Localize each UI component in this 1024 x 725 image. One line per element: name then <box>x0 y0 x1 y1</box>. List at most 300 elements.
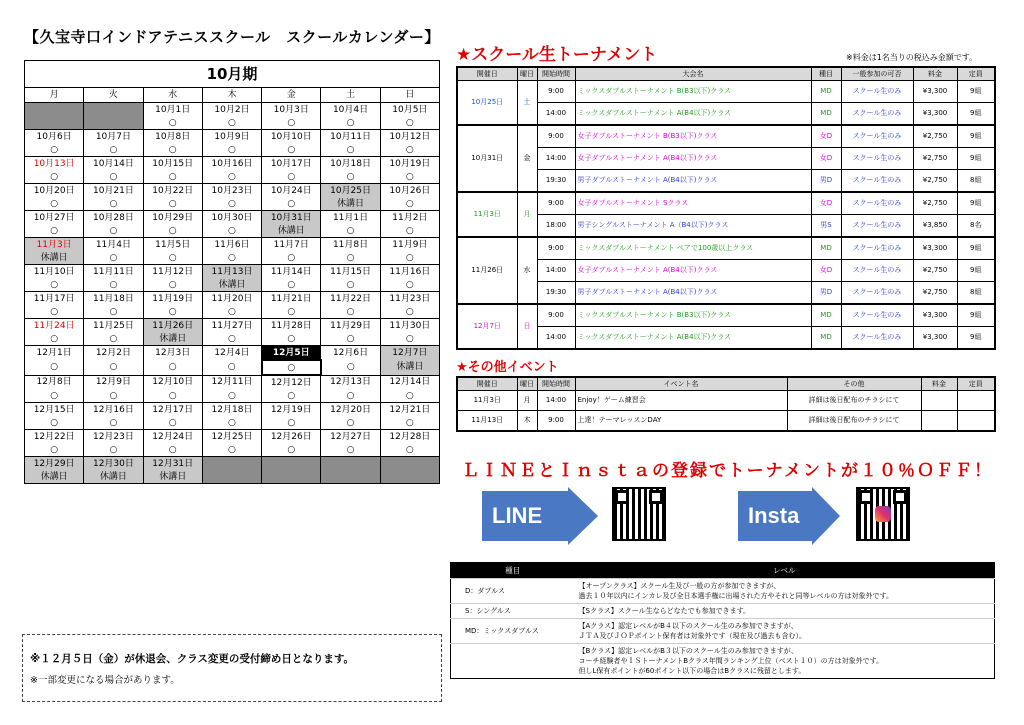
tournament-time: 18:00 <box>537 215 575 238</box>
calendar-status: ○ <box>143 360 202 375</box>
calendar-status: ○ <box>321 251 380 265</box>
level-category: D：ダブルス <box>451 579 575 604</box>
calendar-date: 10月5日 <box>380 103 439 117</box>
calendar-status: ○ <box>321 305 380 319</box>
tournament-eligibility: スクール生のみ <box>841 192 913 215</box>
calendar-date: 10月22日 <box>143 184 202 198</box>
calendar-status: ○ <box>84 305 143 319</box>
notice-change: ※一部変更になる場合があります。 <box>30 675 180 686</box>
calendar-date: 10月21日 <box>84 184 143 198</box>
page-title: 【久宝寺口インドアテニススクール スクールカレンダー】 <box>24 28 440 46</box>
events-table <box>456 376 996 432</box>
event-date: 11月3日 <box>457 391 517 411</box>
event-capacity <box>957 411 995 432</box>
calendar-status: ○ <box>321 116 380 130</box>
calendar-date: 11月13日 <box>202 265 261 279</box>
tournament-type: 女D <box>811 192 841 215</box>
level-description-line: 過去１０年以内にインカレ及び全日本選手権に出場された方やそれと同等レベルの方は対象外です。 <box>578 592 893 600</box>
calendar-status: ○ <box>202 332 261 346</box>
tournament-time: 19:30 <box>537 170 575 193</box>
calendar-date: 10月18日 <box>321 157 380 171</box>
tournament-row <box>457 170 995 193</box>
calendar-date: 10月4日 <box>321 103 380 117</box>
tournament-capacity: 9組 <box>957 304 995 327</box>
tournament-time: 14:00 <box>537 148 575 170</box>
calendar-date: 12月2日 <box>84 346 143 361</box>
calendar-date: 12月14日 <box>380 375 439 389</box>
tournament-capacity: 9組 <box>957 81 995 103</box>
line-qr-code[interactable] <box>612 487 666 541</box>
calendar-date: 11月11日 <box>84 265 143 279</box>
calendar-status: ○ <box>25 389 84 403</box>
calendar-status: ○ <box>202 170 261 184</box>
tournament-fee: ¥3,300 <box>913 237 957 260</box>
weekday-header: 金 <box>262 88 321 103</box>
tournament-type: MD <box>811 304 841 327</box>
calendar-status: ○ <box>25 305 84 319</box>
calendar-date: 12月22日 <box>25 430 84 444</box>
calendar-date: 11月18日 <box>84 292 143 306</box>
calendar-status: ○ <box>380 224 439 238</box>
calendar-date: 11月1日 <box>321 211 380 225</box>
calendar-date: 11月7日 <box>262 238 321 252</box>
calendar-status: ○ <box>321 278 380 292</box>
calendar-status: 休講日 <box>202 278 261 292</box>
calendar-status: ○ <box>202 416 261 430</box>
insta-label: Insta <box>748 503 800 528</box>
calendar-date: 10月16日 <box>202 157 261 171</box>
calendar-status: ○ <box>25 170 84 184</box>
calendar-date: 12月18日 <box>202 403 261 417</box>
calendar-status: ○ <box>262 278 321 292</box>
calendar-date <box>202 457 261 471</box>
calendar-status: 休講日 <box>25 251 84 265</box>
calendar-status: 休講日 <box>84 470 143 484</box>
calendar-date: 12月21日 <box>380 403 439 417</box>
tournament-name: 女子ダブルストーナメント Sクラス <box>575 192 811 215</box>
tournament-row <box>457 327 995 350</box>
calendar-status: ○ <box>321 416 380 430</box>
tournament-row <box>457 103 995 126</box>
calendar-status <box>202 470 261 484</box>
tournament-capacity: 9組 <box>957 103 995 126</box>
calendar-status: ○ <box>84 416 143 430</box>
tournament-eligibility: スクール生のみ <box>841 81 913 103</box>
tournament-eligibility: スクール生のみ <box>841 237 913 260</box>
calendar-date: 12月31日 <box>143 457 202 471</box>
calendar-status: 休講日 <box>143 470 202 484</box>
calendar-status: ○ <box>25 224 84 238</box>
calendar-status: ○ <box>25 443 84 457</box>
calendar-status: ○ <box>262 332 321 346</box>
level-description-line: ＪＴＡ及びＪＯＰポイント保有者は対象外です（現在及び過去も含む）。 <box>578 632 806 640</box>
calendar-date: 11月23日 <box>380 292 439 306</box>
calendar-date: 12月20日 <box>321 403 380 417</box>
calendar-date: 12月8日 <box>25 375 84 389</box>
calendar-date: 10月7日 <box>84 130 143 144</box>
calendar-date: 11月20日 <box>202 292 261 306</box>
calendar-status: ○ <box>143 416 202 430</box>
calendar-status: ○ <box>202 197 261 211</box>
calendar-status <box>321 470 380 484</box>
tournament-time: 9:00 <box>537 192 575 215</box>
calendar-date: 10月10日 <box>262 130 321 144</box>
calendar-status: ○ <box>380 305 439 319</box>
calendar-date: 11月9日 <box>380 238 439 252</box>
calendar-status: ○ <box>202 224 261 238</box>
calendar-status: ○ <box>380 170 439 184</box>
tournament-weekday: 金 <box>517 125 537 192</box>
level-description-line: 【Bクラス】認定レベルがB３以下のスクール生のみ参加できますが、 <box>578 647 798 655</box>
tournament-type: MD <box>811 327 841 350</box>
event-details: 詳細は後日配布のチラシにて <box>787 391 921 411</box>
event-time: 9:00 <box>537 411 575 432</box>
tournament-row <box>457 192 995 215</box>
tournament-capacity: 9組 <box>957 327 995 350</box>
calendar-date: 12月10日 <box>143 375 202 389</box>
tournament-fee: ¥3,300 <box>913 304 957 327</box>
calendar-date: 12月6日 <box>321 346 380 361</box>
calendar-date: 12月19日 <box>262 403 321 417</box>
tournament-type: 女D <box>811 125 841 148</box>
tournament-type: MD <box>811 103 841 126</box>
event-fee <box>921 411 957 432</box>
calendar-status: ○ <box>143 170 202 184</box>
calendar-status: ○ <box>84 332 143 346</box>
calendar-status: ○ <box>380 143 439 157</box>
calendar-date: 10月6日 <box>25 130 84 144</box>
tournament-type: MD <box>811 81 841 103</box>
calendar-date: 10月8日 <box>143 130 202 144</box>
tournament-time: 9:00 <box>537 304 575 327</box>
calendar-date: 10月29日 <box>143 211 202 225</box>
calendar-status: ○ <box>25 416 84 430</box>
calendar-status: ○ <box>321 443 380 457</box>
notice-box <box>22 634 442 702</box>
calendar-date: 11月25日 <box>84 319 143 333</box>
tournament-header: 大会名 <box>575 67 811 81</box>
weekday-header: 火 <box>84 88 143 103</box>
calendar-date: 12月13日 <box>321 375 380 389</box>
line-label: LINE <box>492 503 543 528</box>
tournament-eligibility: スクール生のみ <box>841 327 913 350</box>
calendar-status: ○ <box>143 143 202 157</box>
calendar-date: 12月28日 <box>380 430 439 444</box>
event-weekday: 木 <box>517 411 537 432</box>
event-weekday: 月 <box>517 391 537 411</box>
calendar-status: ○ <box>143 197 202 211</box>
calendar-date: 10月2日 <box>202 103 261 117</box>
tournament-time: 9:00 <box>537 237 575 260</box>
promo-banner: ＬＩＮＥとＩｎｓｔａの登録でトーナメントが１０％ＯＦＦ！ <box>462 461 993 481</box>
calendar-date: 11月14日 <box>262 265 321 279</box>
tournament-header: 定員 <box>957 67 995 81</box>
calendar-status: ○ <box>262 443 321 457</box>
tournament-eligibility: スクール生のみ <box>841 170 913 193</box>
calendar-status: ○ <box>143 224 202 238</box>
calendar-status: ○ <box>380 332 439 346</box>
calendar-status: ○ <box>262 143 321 157</box>
level-description <box>575 619 995 644</box>
tournament-name: 男子ダブルストーナメント A(B4以下)クラス <box>575 170 811 193</box>
tournament-fee: ¥2,750 <box>913 260 957 282</box>
tournament-weekday: 月 <box>517 192 537 237</box>
levels-table <box>450 562 995 679</box>
weekday-header: 木 <box>202 88 261 103</box>
event-time: 14:00 <box>537 391 575 411</box>
tournament-time: 9:00 <box>537 125 575 148</box>
event-details: 詳細は後日配布のチラシにて <box>787 411 921 432</box>
events-title: ★その他イベント <box>456 360 559 375</box>
calendar-date: 11月8日 <box>321 238 380 252</box>
calendar-date: 11月17日 <box>25 292 84 306</box>
tournament-fee: ¥2,750 <box>913 282 957 305</box>
tournament-date: 10月25日 <box>457 81 517 126</box>
calendar-date: 10月20日 <box>25 184 84 198</box>
calendar-status: ○ <box>84 360 143 375</box>
weekday-header: 月 <box>25 88 84 103</box>
calendar-date: 10月12日 <box>380 130 439 144</box>
tournament-type: 男S <box>811 215 841 238</box>
calendar-date: 10月3日 <box>262 103 321 117</box>
calendar-status: ○ <box>25 197 84 211</box>
calendar-status: ○ <box>202 116 261 130</box>
level-category: MD：ミックスダブルス <box>451 619 575 644</box>
calendar-date: 12月26日 <box>262 430 321 444</box>
tournament-name: ミックスダブルストーナメント A(B4以下)クラス <box>575 103 811 126</box>
tournament-name: ミックスダブルストーナメント B(B3以下)クラス <box>575 304 811 327</box>
level-description-line: 【Sクラス】スクール生ならどなたでも参加できます。 <box>578 607 751 615</box>
tournament-time: 19:30 <box>537 282 575 305</box>
calendar-date: 12月1日 <box>25 346 84 361</box>
level-description <box>575 579 995 604</box>
calendar-date: 11月10日 <box>25 265 84 279</box>
event-header: 定員 <box>957 377 995 391</box>
tournament-type: 男D <box>811 170 841 193</box>
tournament-eligibility: スクール生のみ <box>841 103 913 126</box>
calendar-date: 11月24日 <box>25 319 84 333</box>
level-category: S：シングルス <box>451 604 575 619</box>
calendar-status: 休講日 <box>262 224 321 238</box>
tournament-time: 9:00 <box>537 81 575 103</box>
calendar-date: 10月14日 <box>84 157 143 171</box>
calendar-date: 10月9日 <box>202 130 261 144</box>
calendar-status: ○ <box>143 278 202 292</box>
calendar-status: ○ <box>321 170 380 184</box>
tournament-row <box>457 282 995 305</box>
level-description-line: 但しL保有ポイントが60ポイント以下の場合はBクラスに残留とします。 <box>578 667 806 675</box>
calendar-status: ○ <box>262 389 321 403</box>
event-fee <box>921 391 957 411</box>
tournament-name: ミックスダブルストーナメント B(B3以下)クラス <box>575 81 811 103</box>
calendar-status: ○ <box>321 224 380 238</box>
calendar-date: 11月30日 <box>380 319 439 333</box>
calendar-status: ○ <box>262 305 321 319</box>
calendar-status <box>25 116 84 130</box>
tournament-name: 女子ダブルストーナメント A(B4以下)クラス <box>575 260 811 282</box>
tournament-capacity: 9組 <box>957 237 995 260</box>
tournament-row <box>457 148 995 170</box>
tournament-row <box>457 215 995 238</box>
level-description-line: 【オープンクラス】スクール生及び一般の方が参加できますが、 <box>578 582 781 590</box>
tournament-time: 14:00 <box>537 103 575 126</box>
calendar-date: 10月27日 <box>25 211 84 225</box>
calendar-date: 10月31日 <box>262 211 321 225</box>
tournament-capacity: 9組 <box>957 125 995 148</box>
calendar-date: 11月2日 <box>380 211 439 225</box>
calendar-status: ○ <box>25 143 84 157</box>
calendar-date: 10月28日 <box>84 211 143 225</box>
calendar-date: 11月27日 <box>202 319 261 333</box>
calendar-status: ○ <box>380 416 439 430</box>
calendar-date: 12月7日 <box>380 346 439 361</box>
event-row <box>457 391 995 411</box>
tournament-fee: ¥2,750 <box>913 148 957 170</box>
calendar-date: 11月5日 <box>143 238 202 252</box>
tournament-row <box>457 125 995 148</box>
calendar-date <box>25 103 84 117</box>
tournament-date: 10月31日 <box>457 125 517 192</box>
tournament-row <box>457 81 995 103</box>
calendar-status: ○ <box>202 443 261 457</box>
tournament-name: 女子ダブルストーナメント A(B4以下)クラス <box>575 148 811 170</box>
calendar-status: ○ <box>143 389 202 403</box>
tournament-date: 11月26日 <box>457 237 517 304</box>
calendar-status: ○ <box>84 143 143 157</box>
calendar-status <box>380 470 439 484</box>
calendar-status: ○ <box>143 251 202 265</box>
levels-header: 種目 <box>451 563 575 579</box>
tournament-weekday: 水 <box>517 237 537 304</box>
calendar-date: 10月11日 <box>321 130 380 144</box>
calendar-date: 12月29日 <box>25 457 84 471</box>
instagram-icon <box>875 506 891 522</box>
calendar-status: ○ <box>380 251 439 265</box>
calendar-status: ○ <box>321 143 380 157</box>
calendar-date: 11月28日 <box>262 319 321 333</box>
calendar-date: 12月16日 <box>84 403 143 417</box>
calendar-date: 11月26日 <box>143 319 202 333</box>
calendar-date: 12月5日 <box>262 346 321 361</box>
calendar-date: 11月12日 <box>143 265 202 279</box>
calendar-status: ○ <box>143 116 202 130</box>
calendar-date: 11月6日 <box>202 238 261 252</box>
calendar-status: ○ <box>84 224 143 238</box>
tournament-header: 開催日 <box>457 67 517 81</box>
calendar-status: ○ <box>202 251 261 265</box>
tournament-name: 女子ダブルストーナメント B(B3以下)クラス <box>575 125 811 148</box>
calendar-date: 10月25日 <box>321 184 380 198</box>
calendar-date: 10月1日 <box>143 103 202 117</box>
tournament-capacity: 8組 <box>957 282 995 305</box>
calendar-status: 休講日 <box>25 470 84 484</box>
calendar-date: 12月24日 <box>143 430 202 444</box>
event-name: 上達！テーマレッスンDAY <box>575 411 787 432</box>
weekday-header: 日 <box>380 88 439 103</box>
tournament-eligibility: スクール生のみ <box>841 148 913 170</box>
calendar-status: ○ <box>380 197 439 211</box>
tournament-capacity: 9組 <box>957 148 995 170</box>
tournament-type: 女D <box>811 260 841 282</box>
tournament-type: 男D <box>811 282 841 305</box>
tournament-date: 12月7日 <box>457 304 517 349</box>
calendar-status: ○ <box>143 305 202 319</box>
calendar-status: ○ <box>262 116 321 130</box>
calendar-date: 12月3日 <box>143 346 202 361</box>
calendar-date: 10月15日 <box>143 157 202 171</box>
calendar-status: 休講日 <box>321 197 380 211</box>
calendar-date: 10月13日 <box>25 157 84 171</box>
calendar-status: ○ <box>321 389 380 403</box>
event-header: 開催日 <box>457 377 517 391</box>
tournament-fee: ¥3,300 <box>913 103 957 126</box>
calendar-status: ○ <box>84 443 143 457</box>
calendar-status: ○ <box>262 251 321 265</box>
event-header: 開始時間 <box>537 377 575 391</box>
level-description-line: コーチ経験者やＩＳトーナメントBクラス年間ランキング上位（ベスト１０）の方は対象外です。 <box>578 657 884 665</box>
calendar-date <box>262 457 321 471</box>
calendar-date: 11月19日 <box>143 292 202 306</box>
tournament-name: ミックスダブルストーナメント A(B4以下)クラス <box>575 327 811 350</box>
level-description-line: 【Aクラス】認定レベルがB４以下のスクール生のみ参加できますが、 <box>578 622 798 630</box>
tournament-eligibility: スクール生のみ <box>841 125 913 148</box>
tournament-type: MD <box>811 237 841 260</box>
calendar-date: 12月23日 <box>84 430 143 444</box>
weekday-header: 水 <box>143 88 202 103</box>
event-date: 11月13日 <box>457 411 517 432</box>
tournament-header: 一般参加の可否 <box>841 67 913 81</box>
calendar-status: ○ <box>202 360 261 375</box>
tournament-weekday: 土 <box>517 81 537 126</box>
calendar-status: ○ <box>202 305 261 319</box>
tournament-fee: ¥3,300 <box>913 327 957 350</box>
event-header: その他 <box>787 377 921 391</box>
calendar-date: 12月27日 <box>321 430 380 444</box>
event-row <box>457 411 995 432</box>
calendar-date: 12月12日 <box>262 375 321 389</box>
tournament-row <box>457 237 995 260</box>
tournament-eligibility: スクール生のみ <box>841 260 913 282</box>
tournament-time: 14:00 <box>537 327 575 350</box>
calendar-date: 12月17日 <box>143 403 202 417</box>
calendar-status: ○ <box>202 143 261 157</box>
calendar-date: 12月30日 <box>84 457 143 471</box>
calendar-month-title: 10月期 <box>25 61 440 88</box>
calendar-status: ○ <box>262 170 321 184</box>
calendar-status: ○ <box>25 278 84 292</box>
event-header: 曜日 <box>517 377 537 391</box>
calendar-status: ○ <box>262 416 321 430</box>
calendar-date: 12月4日 <box>202 346 261 361</box>
calendar-status: ○ <box>84 251 143 265</box>
tournament-row <box>457 304 995 327</box>
tournament-fee: ¥2,750 <box>913 192 957 215</box>
calendar-date: 12月11日 <box>202 375 261 389</box>
tournament-name: ミックスダブルストーナメント ペアで100歳以上クラス <box>575 237 811 260</box>
calendar-status: ○ <box>380 278 439 292</box>
tournament-eligibility: スクール生のみ <box>841 282 913 305</box>
calendar-date: 10月26日 <box>380 184 439 198</box>
tournament-fee: ¥2,750 <box>913 125 957 148</box>
calendar-date <box>84 103 143 117</box>
tournament-name: 男子ダブルストーナメント A(B4以下)クラス <box>575 282 811 305</box>
calendar-status: ○ <box>84 389 143 403</box>
level-description <box>575 604 995 619</box>
calendar-status: ○ <box>262 197 321 211</box>
tournament-table <box>456 66 996 350</box>
calendar-status: ○ <box>321 360 380 375</box>
tournament-capacity: 9組 <box>957 192 995 215</box>
